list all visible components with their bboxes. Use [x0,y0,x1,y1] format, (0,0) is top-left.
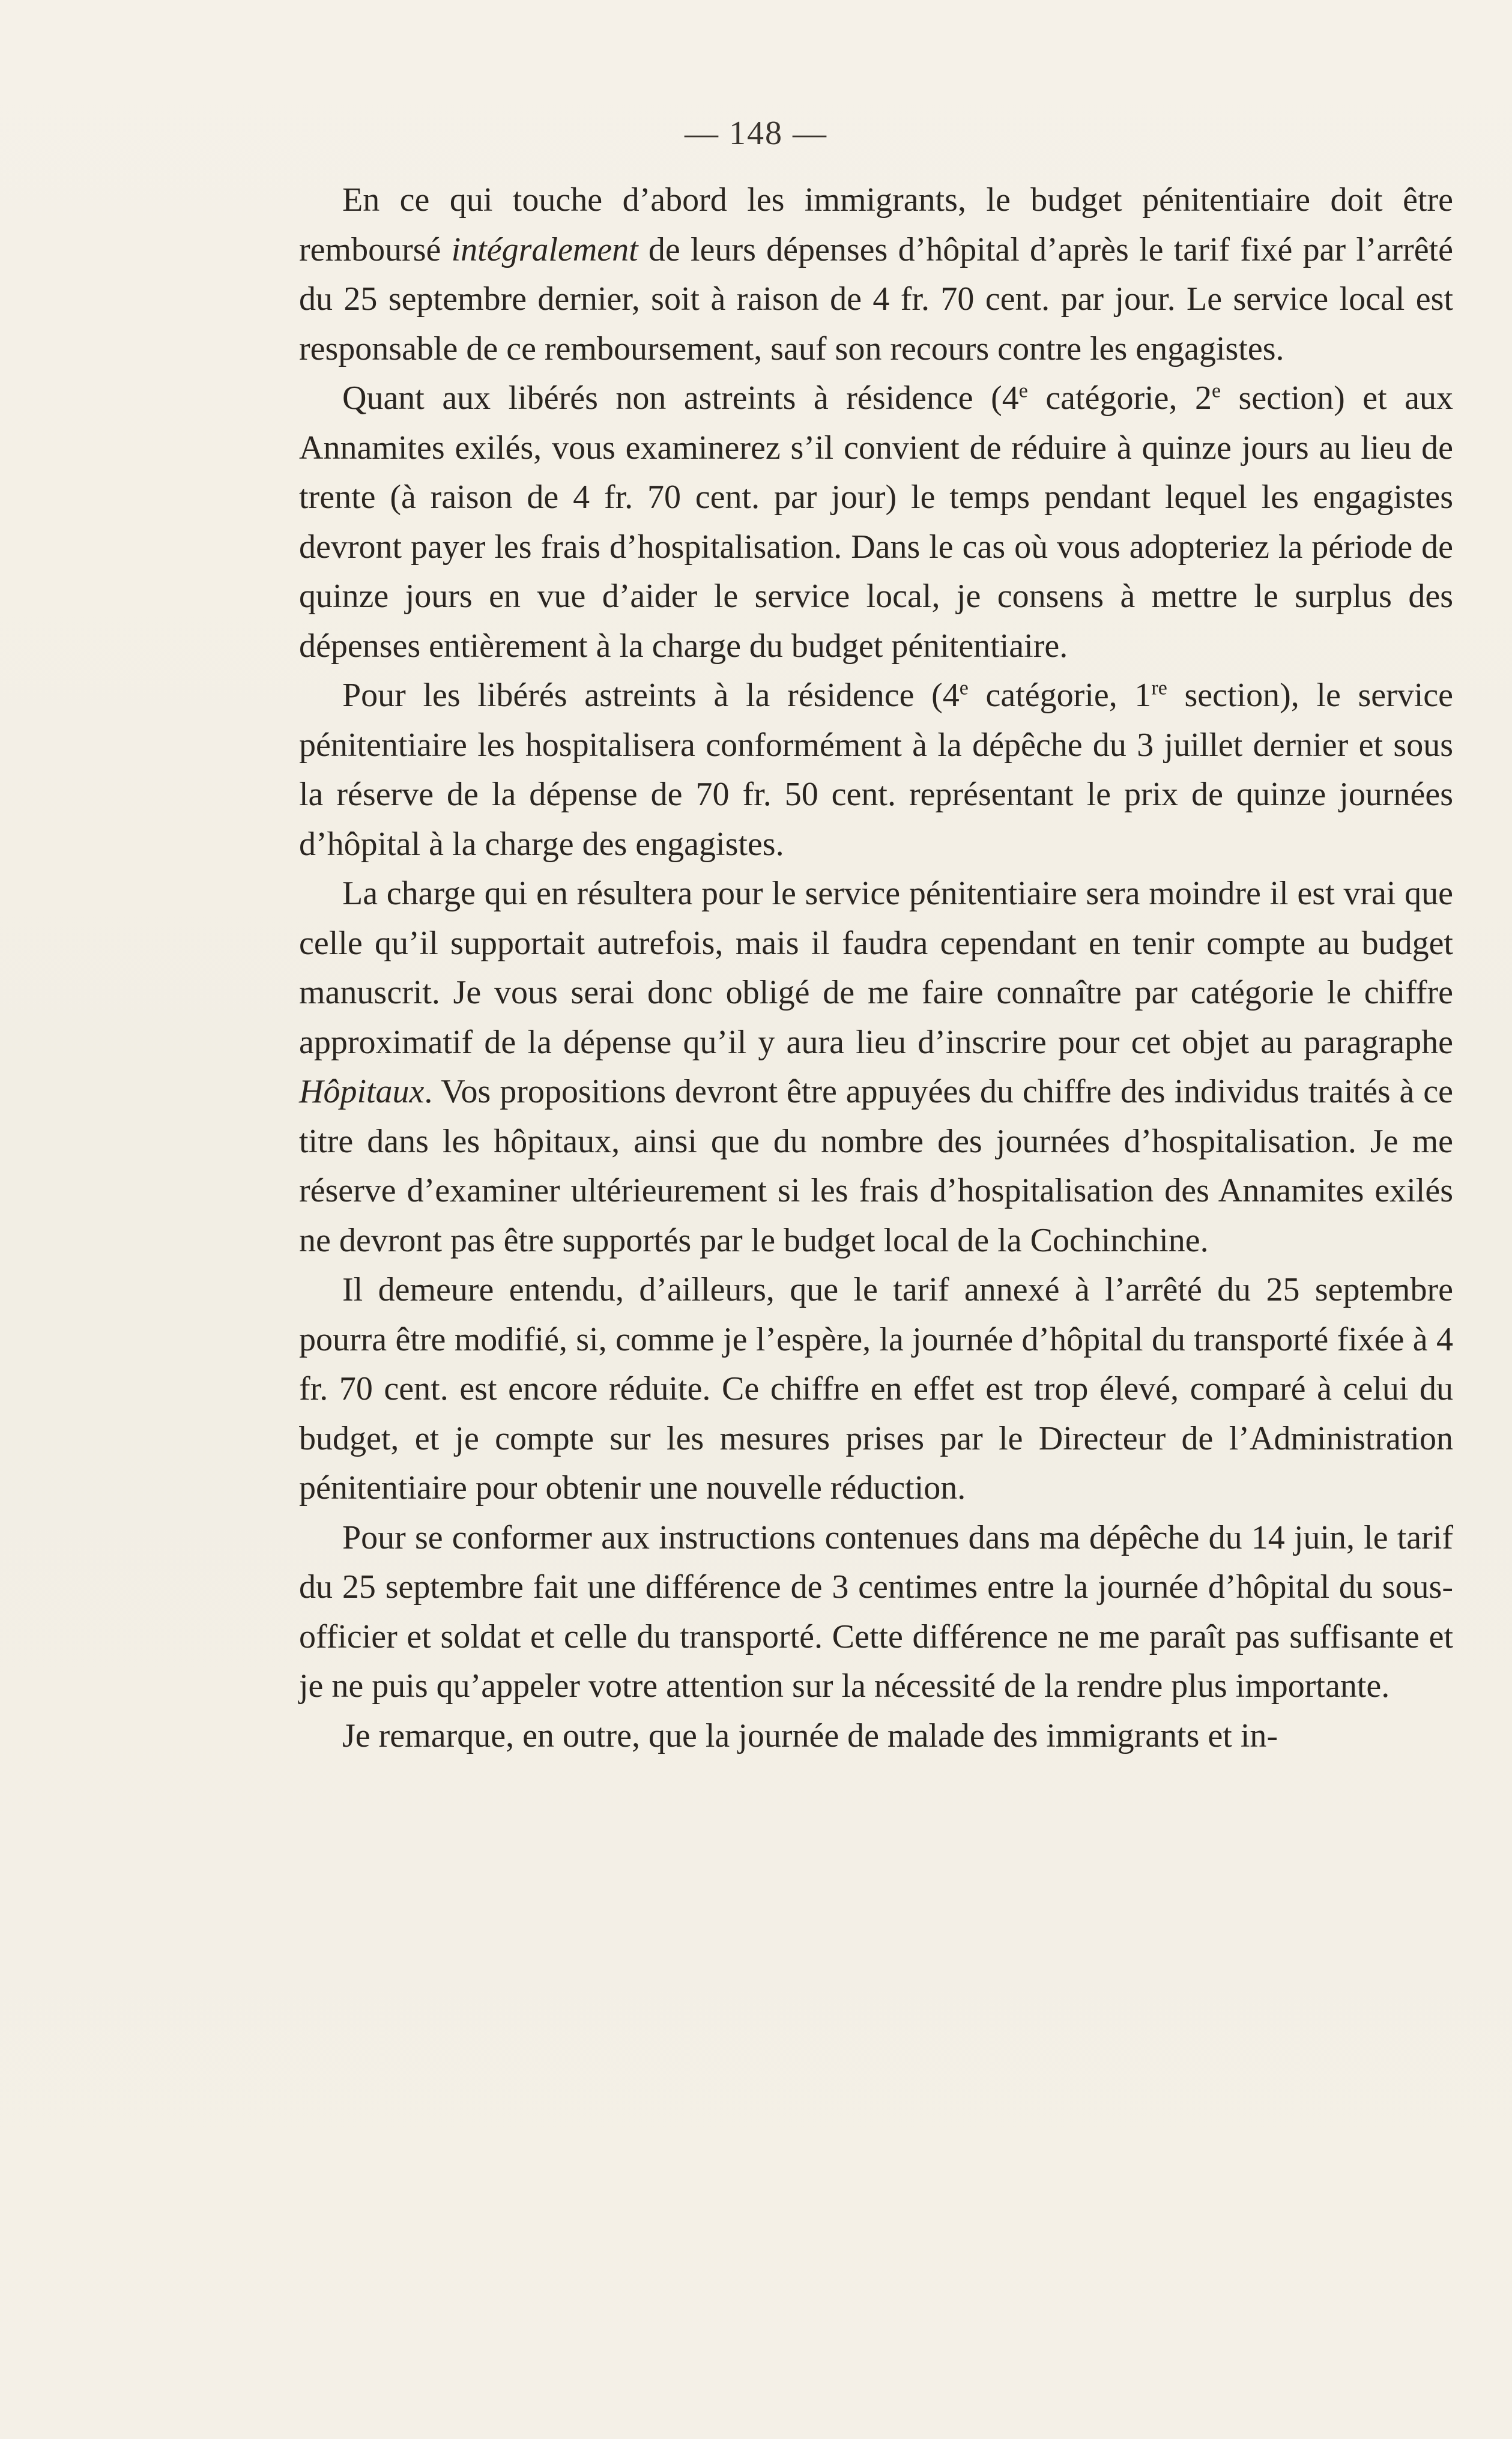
text-segment: section) et aux Annamites exilés, vous examinerez s’il convient de réduire à quinze jours au lieu de trente (à raison de 4 fr. 70 cent. par jour) le temps pendant lequel les engagistes devront payer les frais d’hospitalisation. Dans le cas où vous adopteriez la période de quinze jours en vue d’aider le service local, je consens à mettre le surplus des dépenses entièrement à la charge du budget pénitentiaire. [299,379,1454,665]
text-segment: section), le service pénitentiaire les hospitalisera conformément à la dépêche du 3 juillet dernier et sous la réserve de la dépense de 70 fr. 50 cent. représentant le prix de quinze journées d’hôpital à la charge des engagistes. [299,677,1454,863]
text-segment: catégorie, 2 [1027,379,1212,417]
page-number: — 148 — [685,115,827,152]
text-segment: La charge qui en résultera pour le service pénitentiaire sera moindre il est vrai que celle qu’il supportait autrefois, mais il faudra cependant en tenir compte au budget manuscrit. Je vous serai donc obligé de me faire connaître par catégorie le chiffre approximatif de la dépense qu’il y aura lieu d’inscrire pour cet objet au paragraphe [299,875,1453,1061]
text-segment: . Vos propositions devront être appuyées du chiffre des individus traités à ce titre dans les hôpitaux, ainsi que du nombre des journées d’hospitalisation. Je me réserve d’examiner ultérieurement si les frais d’hospitalisation des Annamites exilés ne devront pas être supportés par le budget local de la Cochinchine. [299,1073,1453,1259]
italic-emphasis: Hôpitaux [299,1073,425,1110]
paragraph-1 [299,175,1453,373]
text-segment: Pour se conformer aux instructions contenues dans ma dépêche du 14 juin, le tarif du 25 septembre fait une différence de 3 centimes entre la journée d’hôpital du sous-officier et soldat et celle du transporté. Cette différence ne me paraît pas suffisante et je ne puis qu’appeler votre attention sur la nécessité de la rendre plus importante. [299,1519,1453,1705]
paragraph-7 [299,1711,1453,1761]
text-segment: En ce qui touche d’abord les immigrants, le budget pénitentiaire doit être remboursé [299,181,1453,268]
text-segment: de leurs dépenses d’hôpital d’après le tarif fixé par l’arrêté du 25 septembre dernier, soit à raison de 4 fr. 70 cent. par jour. Le service local est responsable de ce remboursement, sauf son recours contre les engagistes. [299,231,1453,367]
text-segment: Il demeure entendu, d’ailleurs, que le tarif annexé à l’arrêté du 25 septembre pourra être modifié, si, comme je l’espère, la journée d’hôpital du transporté fixée à 4 fr. 70 cent. est encore réduite. Ce chiffre en effet est trop élevé, comparé à celui du budget, et je compte sur les mesures prises par le Directeur de l’Administration pénitentiaire pour obtenir une nouvelle réduction. [299,1271,1453,1507]
ordinal-superscript: e [1211,379,1221,402]
paragraph-4 [299,869,1453,1265]
paragraph-5 [299,1265,1453,1513]
ordinal-superscript: e [1018,379,1028,402]
paragraph-2 [299,373,1453,671]
ordinal-superscript: re [1151,677,1167,700]
body-text [299,175,1453,1760]
paragraph-3 [299,671,1453,869]
italic-emphasis: intégralement [451,231,638,268]
text-segment: catégorie, 1 [968,677,1152,714]
text-segment: Quant aux libérés non astreints à résidence (4 [342,379,1019,417]
text-segment: Pour les libérés astreints à la résidence (4 [342,677,960,714]
text-segment: Je remarque, en outre, que la journée de malade des immigrants et in- [342,1717,1278,1754]
paragraph-6 [299,1513,1453,1711]
ordinal-superscript: e [959,677,969,700]
